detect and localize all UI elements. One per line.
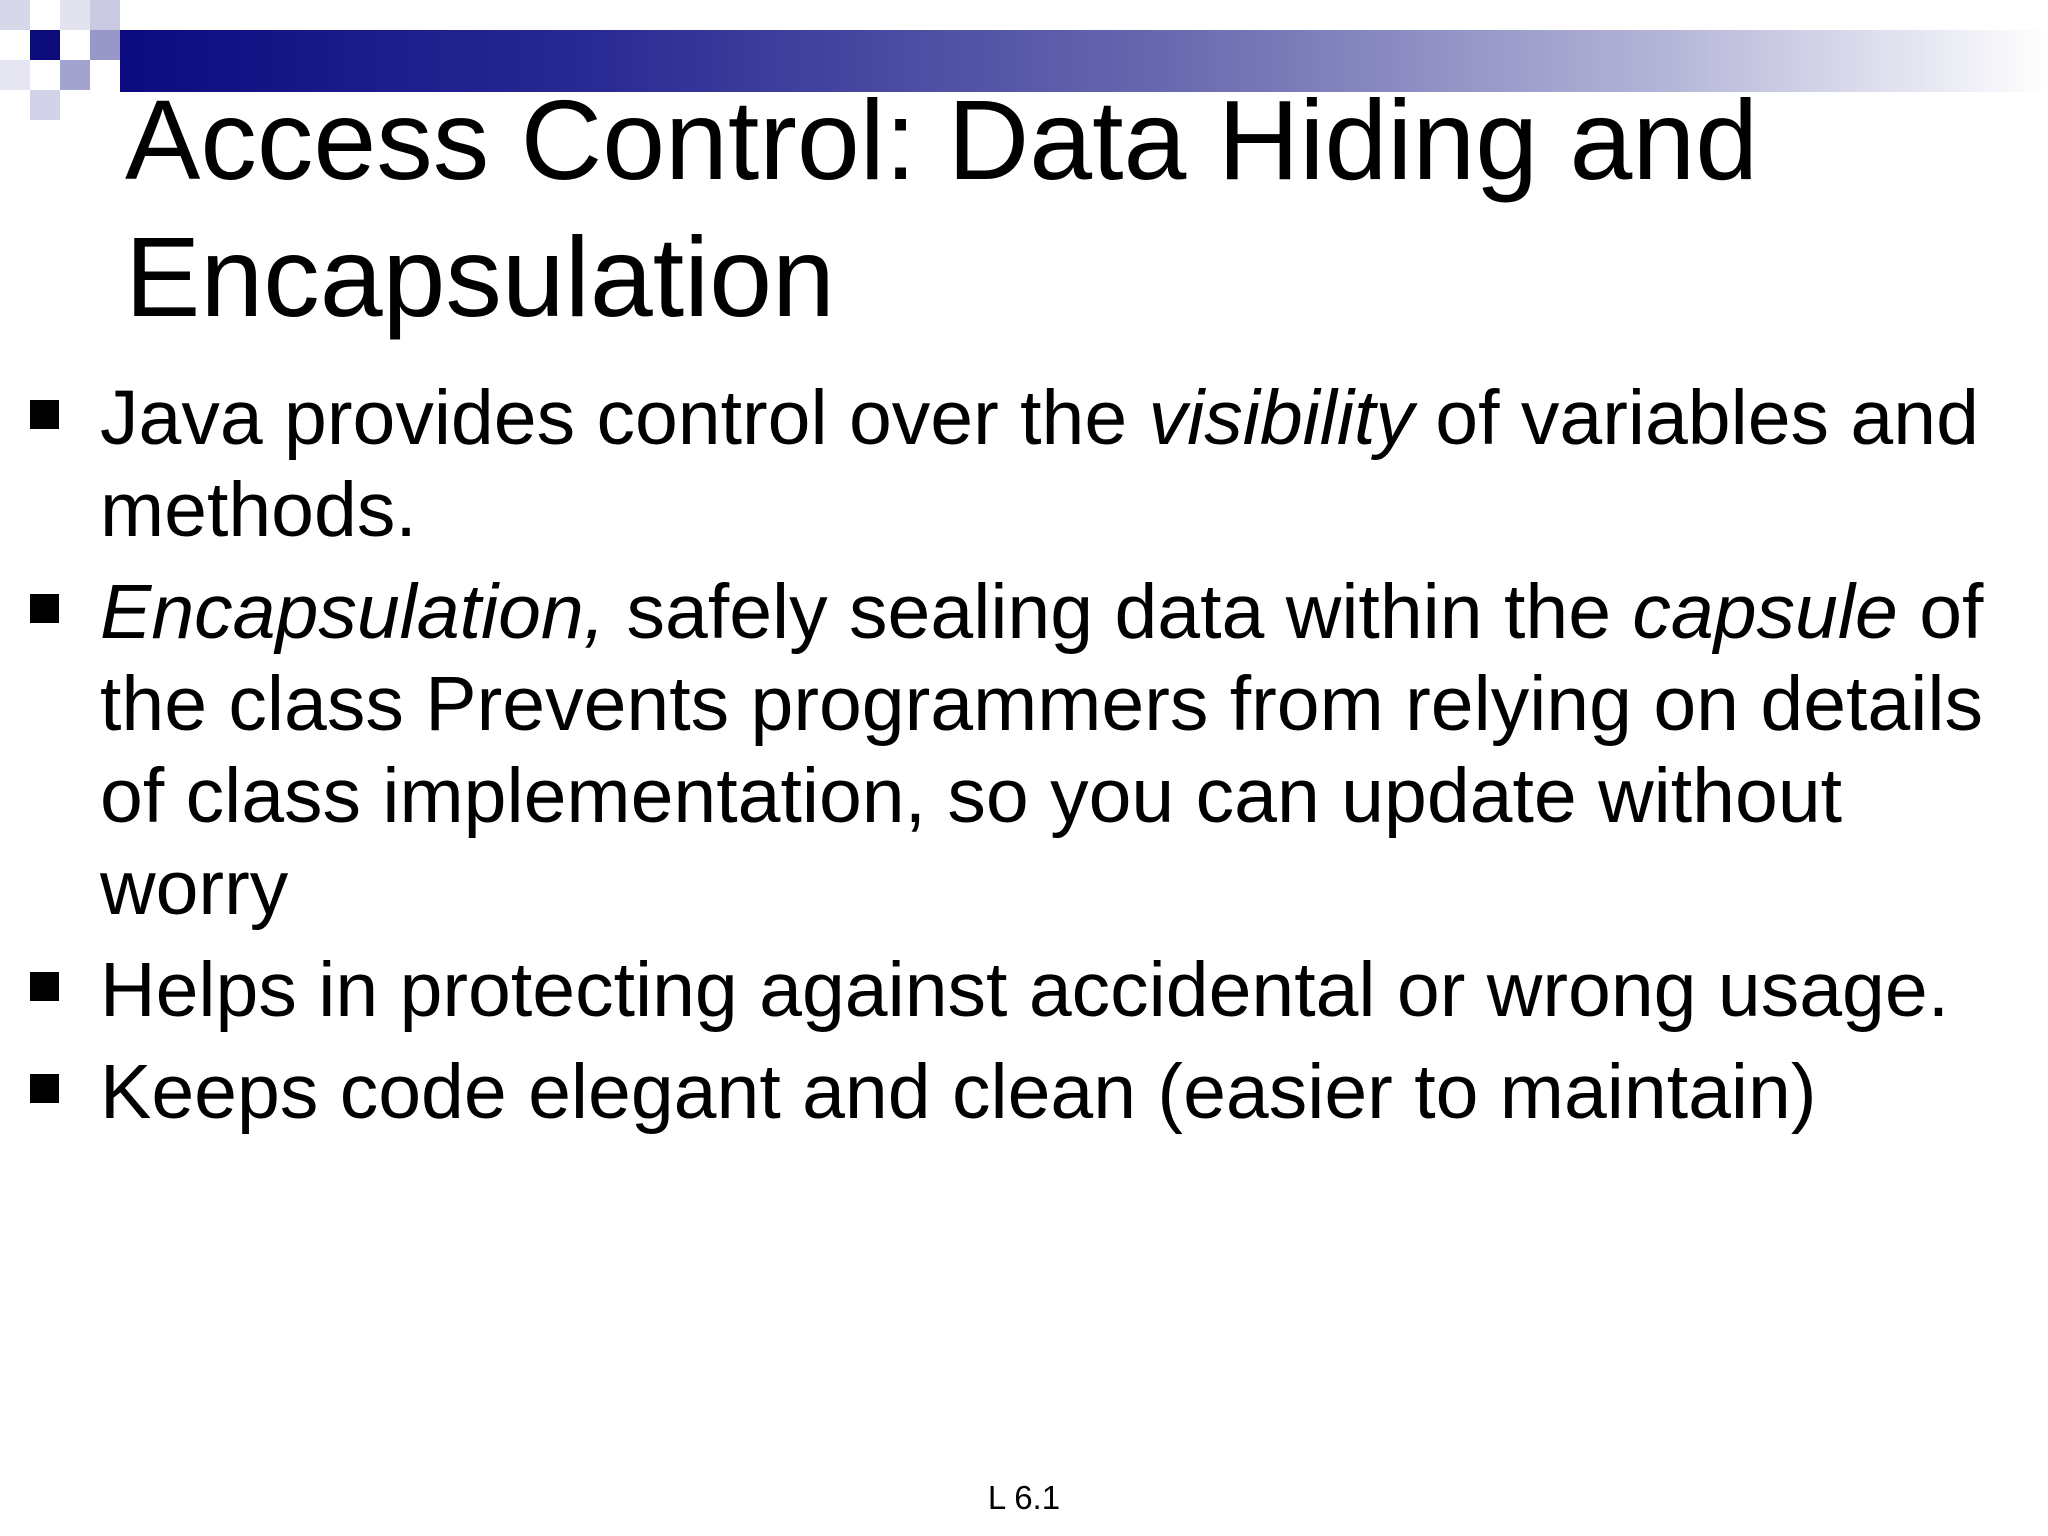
slide-title: Access Control: Data Hiding and Encapsulation xyxy=(125,77,1759,340)
decor-square xyxy=(30,30,60,60)
bullet-square-icon xyxy=(30,972,59,1001)
bullet-item xyxy=(0,1046,2048,1138)
bullet-square-icon xyxy=(30,1074,59,1103)
bullet-item xyxy=(0,566,2048,934)
bullet-square-icon xyxy=(30,400,59,429)
decor-square xyxy=(60,60,90,90)
decor-square xyxy=(90,30,120,60)
bullet-text-run: of the class Prevents programmers from relying on details of class implementation, so you can update without worry xyxy=(100,569,1984,931)
bullet-text xyxy=(100,375,1979,553)
decor-square xyxy=(90,0,120,30)
decor-square xyxy=(0,0,30,30)
bullet-text-run: safely sealing data within the xyxy=(605,569,1633,655)
bullet-emphasis: visibility xyxy=(1148,375,1414,461)
bullet-text xyxy=(100,569,1983,931)
bullet-item xyxy=(0,944,2048,1036)
bullet-text-run: Java provides control over the xyxy=(100,375,1149,461)
bullet-text xyxy=(100,1049,1816,1135)
bullet-text-run: of variables and methods. xyxy=(100,375,1979,553)
bullet-emphasis: capsule xyxy=(1632,569,1898,655)
bullet-text-run: Keeps code elegant and clean (easier to maintain) xyxy=(100,1049,1817,1135)
decor-square xyxy=(30,90,60,120)
bullet-text-run: Helps in protecting against accidental or wrong usage. xyxy=(100,947,1950,1033)
decor-square xyxy=(0,60,30,90)
bullet-item xyxy=(0,372,2048,556)
bullet-emphasis: Encapsulation, xyxy=(100,569,606,655)
bullet-list xyxy=(0,372,2048,1148)
bullet-square-icon xyxy=(30,594,59,623)
bullet-text xyxy=(100,947,1949,1033)
slide-footer: L 6.1 xyxy=(987,1479,1061,1516)
decor-square xyxy=(60,0,90,30)
